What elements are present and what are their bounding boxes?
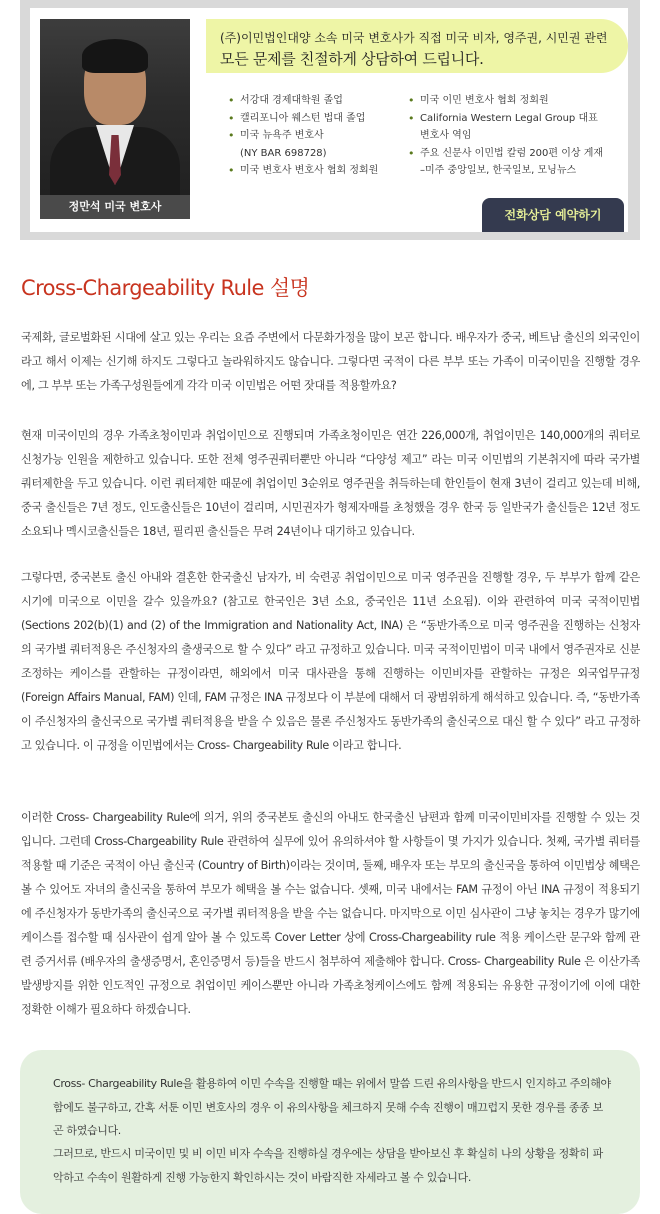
lawyer-photo bbox=[40, 19, 190, 219]
credential-text: (NY BAR 698728) bbox=[240, 147, 327, 159]
credential-text: California Western Legal Group 대표 bbox=[420, 112, 598, 124]
credentials-list-right bbox=[408, 92, 603, 180]
lawyer-name-caption: 정만석 미국 변호사 bbox=[40, 195, 190, 219]
page-title: Cross-Chargeability Rule 설명 bbox=[21, 276, 310, 300]
article-paragraph: 현재 미국이민의 경우 가족초청이민과 취업이민으로 진행되며 가족초청이민은 연간 226,000개, 취업이민은 140,000개의 쿼터로 신청가능 인원을 제한하고 있습니다. 또한 전체 영주권쿼터뿐만 아니라 “다양성 제고” 라는 미국 이민법의 기본취지에 따라 국가별 쿼터제한을 두고 있습니다. 이런 쿼터제한 때문에 취업이민 3순위로 영주권을 취득하는데 한인들이 현재 3년이 걸리고 있는데 비해, 중국 출신들은 7년 정도, 인도출신들은 10년이 걸리며, 시민권자가 형제자매를 초청했을 경우 한국 등 일반국가 출신들은 12년 정도 소요되나 멕시코출신들은 18년, 필리핀 출신들은 무려 24년이나 대기하고 있습니다. bbox=[21, 429, 640, 538]
phone-consult-button[interactable]: 전화상담 예약하기 bbox=[482, 198, 624, 232]
article-paragraph: 그렇다면, 중국본토 출신 아내와 결혼한 한국출신 남자가, 비 숙련공 취업이민으로 미국 영주권을 진행할 경우, 두 부부가 함께 같은 시기에 미국으로 이민을 갈수 있을까요? (참고로 한국인은 3년 소요, 중국인은 11년 소요됨). 이와 관련하여 미국 국적이민법 (Sections 202(b)(1) and (2) of the Immigration and Nationality Act, INA) 은 “동반가족으로 미국 영주권을 진행하는 신청자의 국가별 쿼터적용은 주신청자의 출생국으로 할 수 있다” 라고 규정하고 있습니다. 미국 국적이민법이 미국 내에서 영주권자로 신분 조정하는 케이스를 관할하는 규정이라면, 해외에서 미국 대사관을 통해 진행하는 이민비자를 관할하는 규정은 외국업무규정 (Foreign Affairs Manual, FAM) 인데, FAM 규정은 INA 규정보다 이 부분에 대해서 더 광범위하게 해석하고 있습니다. 즉, “동반가족이 주신청자의 출신국으로 국가별 쿼터적용을 받을 수 있음은 물론 주신청자도 동반가족의 출신국으로 대신 할 수 있다” 라고 규정하고 있습니다. 이 규정을 이민법에서는 Cross- Chargeability Rule 이라고 합니다. bbox=[21, 571, 640, 752]
advice-note-text: Cross- Chargeability Rule을 활용하여 이민 수속을 진행할 때는 위에서 말씀 드린 유의사항을 반드시 인지하고 주의해야 함에도 불구하고, 간혹 서툰 이민 변호사의 경우 이 유의사항을 체크하지 못해 수속 진행이 매끄럽지 못한 경우를 종종 보곤 하였습니다. bbox=[53, 1077, 611, 1137]
credential-item bbox=[408, 145, 603, 180]
article-paragraph: 국제화, 글로벌화된 시대에 살고 있는 우리는 요즘 주변에서 다문화가정을 많이 보곤 합니다. 배우자가 중국, 베트남 출신의 외국인이라고 해서 이제는 신기해 하지도 그렇다고 놀라워하지도 않습니다. 그렇다면 국적이 다른 부부 또는 가족이 미국이민을 진행할 경우에, 그 부부 또는 가족구성원들에게 각각 미국 이민법은 어떤 잣대를 적용할까요? bbox=[21, 331, 640, 392]
advice-note-box bbox=[20, 1050, 640, 1214]
credential-text: 미국 뉴욕주 변호사 bbox=[240, 130, 324, 141]
credential-text: –미주 중앙일보, 한국일보, 모닝뉴스 bbox=[420, 165, 577, 176]
credential-item: • 미국 변호사 변호사 협회 정회원 bbox=[228, 162, 378, 180]
credential-text: 주요 신문사 이민법 칼럼 200편 이상 게재 bbox=[420, 147, 604, 159]
lawyer-profile-box bbox=[20, 0, 640, 240]
credential-item bbox=[408, 110, 603, 145]
banner-subtitle: (주)이민법인대양 소속 미국 변호사가 직접 미국 비자, 영주권, 시민권 관련 bbox=[220, 31, 608, 45]
intro-banner bbox=[206, 19, 628, 73]
credential-item: • 서강대 경제대학원 졸업 bbox=[228, 92, 378, 110]
credential-text: 변호사 역임 bbox=[420, 130, 472, 141]
advice-note-text: 그러므로, 반드시 미국이민 및 비 이민 비자 수속을 진행하실 경우에는 상담을 받아보신 후 확실히 나의 상황을 정확히 파악하고 수속이 원활하게 진행 가능한지 확인하시는 것이 바람직한 자세라고 볼 수 있습니다. bbox=[53, 1147, 603, 1184]
banner-headline: 모든 문제를 친절하게 상담하여 드립니다. bbox=[220, 50, 484, 68]
article-paragraph: 이러한 Cross- Chargeability Rule에 의거, 위의 중국본토 출신의 아내도 한국출신 남편과 함께 미국이민비자를 진행할 수 있는 것입니다. 그런데 Cross-Chargeability Rule 관련하여 실무에 있어 유의하셔야 할 사항들이 몇 가지가 있습니다. 첫째, 국가별 쿼터를 적용할 때 기준은 국적이 아닌 출신국 (Country of Birth)이라는 것이며, 둘째, 배우자 또는 부모의 출신국을 통하여 이민법상 혜택은 볼 수 있어도 자녀의 출신국을 통하여 부모가 혜택을 볼 수는 없습니다. 셋째, 미국 내에서는 FAM 규정이 아닌 INA 규정이 적용되기에 주신청자가 동반가족의 출신국으로 국가별 쿼터적용을 받을 수는 없습니다. 마지막으로 이민 심사관이 그냥 놓치는 경우가 많기에 케이스를 접수할 때 심사관이 쉽게 알아 볼 수 있도록 Cover Letter 상에 Cross-Chargeability rule 적용 케이스란 문구와 함께 관련 증거서류 (배우자의 출생증명서, 혼인증명서 등)들을 반드시 첨부하여 제출해야 합니다. Cross- Chargeability Rule 은 이산가족발생방지를 위한 인도적인 규정으로 취업이민 케이스뿐만 아니라 가족초청케이스에도 함께 적용되는 유용한 규정이기에 이에 대한 정확한 이해가 필요하다 하겠습니다. bbox=[21, 811, 640, 1016]
credential-item bbox=[228, 127, 378, 162]
credential-item: • 캘리포니아 웨스턴 법대 졸업 bbox=[228, 110, 378, 128]
credentials-list-left bbox=[228, 92, 378, 180]
photo-hair bbox=[82, 39, 148, 73]
credential-item: • 미국 이민 변호사 협회 정회원 bbox=[408, 92, 603, 110]
profile-card bbox=[30, 8, 628, 232]
